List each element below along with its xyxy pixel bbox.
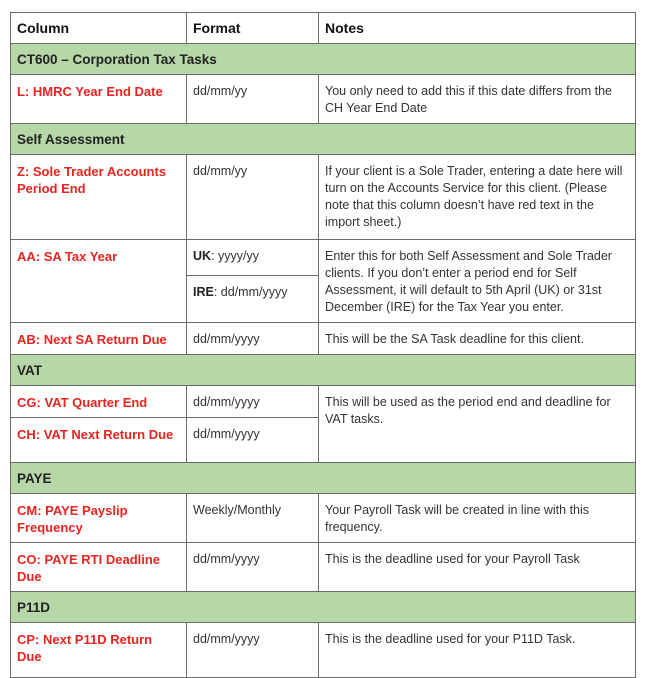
field-format: dd/mm/yyyy	[187, 323, 319, 355]
field-notes: This is the deadline used for your Payroll Task	[319, 543, 636, 592]
import-columns-table	[10, 12, 636, 678]
field-format: dd/mm/yyyy	[187, 386, 319, 418]
section-label: VAT	[11, 355, 636, 386]
section-ct600	[11, 44, 636, 75]
field-notes: This will be used as the period end and deadline for VAT tasks.	[319, 386, 636, 463]
field-name: CG: VAT Quarter End	[11, 386, 187, 418]
table-row	[11, 240, 636, 276]
field-notes: Enter this for both Self Assessment and Sole Trader clients. If you don’t enter a period end for Self Assessment, it will default to 5th April (UK) or 31st December (IRE) for the Tax Year you enter.	[319, 240, 636, 323]
table-row	[11, 623, 636, 678]
format-ire-value: : dd/mm/yyyy	[213, 285, 288, 300]
table-row	[11, 494, 636, 543]
table-row	[11, 75, 636, 124]
field-notes: This will be the SA Task deadline for this client.	[319, 323, 636, 355]
field-name: CP: Next P11D Return Due	[11, 623, 187, 678]
section-label: Self Assessment	[11, 124, 636, 155]
field-format: dd/mm/yy	[187, 75, 319, 124]
format-uk-value: : yyyy/yy	[211, 249, 259, 263]
format-uk-label: UK	[193, 249, 212, 263]
field-format: dd/mm/yyyy	[187, 623, 319, 678]
field-name: Z: Sole Trader Accounts Period End	[11, 155, 187, 240]
table-row	[11, 386, 636, 418]
table-row	[11, 155, 636, 240]
field-format-uk	[187, 240, 319, 276]
section-label: CT600 – Corporation Tax Tasks	[11, 44, 636, 75]
header-row	[11, 13, 636, 44]
section-self-assessment	[11, 124, 636, 155]
field-name: AA: SA Tax Year	[11, 240, 187, 323]
field-name: AB: Next SA Return Due	[11, 323, 187, 355]
table-row	[11, 323, 636, 355]
field-format: dd/mm/yyyy	[187, 543, 319, 592]
section-paye	[11, 463, 636, 494]
section-vat	[11, 355, 636, 386]
section-label: PAYE	[11, 463, 636, 494]
header-column: Column	[11, 13, 187, 44]
header-notes: Notes	[319, 13, 636, 44]
field-notes: Your Payroll Task will be created in line with this frequency.	[319, 494, 636, 543]
format-ire-label: IRE	[193, 285, 214, 300]
field-notes: You only need to add this if this date differs from the CH Year End Date	[319, 75, 636, 124]
field-format: dd/mm/yy	[187, 155, 319, 240]
field-format: Weekly/Monthly	[187, 494, 319, 543]
section-p11d	[11, 592, 636, 623]
field-name: L: HMRC Year End Date	[11, 75, 187, 124]
field-notes: This is the deadline used for your P11D Task.	[319, 623, 636, 678]
header-format: Format	[187, 13, 319, 44]
field-notes: If your client is a Sole Trader, entering a date here will turn on the Accounts Service for this client. (Please note that this column doesn’t have red text in the import sheet.)	[319, 155, 636, 240]
field-format-ire	[187, 276, 319, 323]
field-name: CM: PAYE Payslip Frequency	[11, 494, 187, 543]
section-label: P11D	[11, 592, 636, 623]
field-format: dd/mm/yyyy	[187, 418, 319, 463]
field-name: CO: PAYE RTI Deadline Due	[11, 543, 187, 592]
table-row	[11, 543, 636, 592]
field-name: CH: VAT Next Return Due	[11, 418, 187, 463]
